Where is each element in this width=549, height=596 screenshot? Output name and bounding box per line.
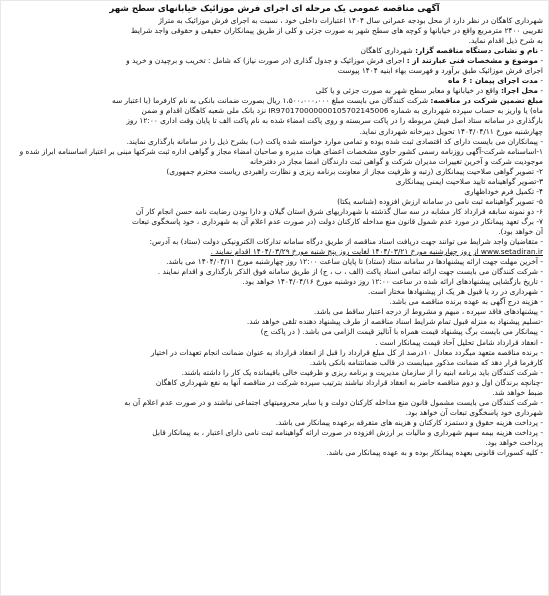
condition-line: کارفرما قرار دهد که ضمانت مذکور میبایست در قالب ضمانتنامه بانکی باشد.	[309, 357, 543, 367]
condition-line: - شرکت کنندگان باید برنامه ابنیه را از سازمان مدیریت و برنامه ریزی و ظرفیت خالی باقیمانده یک کار را داشته باشند.	[181, 367, 543, 377]
condition-line: - پیمانکار می بایست برگ پیشنهاد قیمت همراه با آنالیز قیمت الزامی می باشد. ( در پاکت ج)	[260, 327, 543, 337]
setad-portal-link[interactable]: www.setadiran.ir از روز چهارشنبه مورخ ۱۴۰۴/۰۳/۲۱ لغایت روز پنج شنبه مورخ ۱۴۰۴/۰۳/۲۹ اقدام نمایند .	[210, 247, 543, 257]
condition-line: - پیشنهادهای فاقد سپرده ، مبهم و مشروط از درجه اعتبار ساقط می باشد.	[313, 307, 543, 317]
duration-label: مدت اجرای پیمان :	[469, 76, 538, 86]
location-label: محل اجرا:	[500, 86, 538, 96]
schedule-line: - تاریخ بازگشایی پیشنهادهای ارائه شده در ساعت ۱۲:۰۰ روز دوشنبه مورخ ۱۴۰۴/۰۴/۱۶ خواهد بود.	[242, 277, 543, 287]
condition-line: - انعقاد قرارداد شامل تحلیل آحاد قیمت پیمانکار است .	[375, 337, 543, 347]
condition-line: - برنده مناقصه متعهد میگردد معادل ۱۰درصد از کل مبلغ قرارداد را قبل از انعقاد قرارداد به عنوان ضمانت انجام تعهدات در اختیار	[150, 347, 543, 357]
requirement-line: ۵- تصویر گواهینامه ثبت نامی در سامانه ارزش افزوده (شناسه یکتا)	[337, 196, 543, 206]
employer-value: شهرداری کاهگان	[360, 46, 416, 56]
condition-line: - شهرداری در رد یا قبول هر یک از پیشنهادها مختار است.	[368, 287, 543, 297]
duration-value: ۶ ماه	[448, 76, 470, 86]
duration-line: - مدت اجرای پیمان : ۶ ماه	[448, 76, 543, 86]
intro-line: تقریبی ۲۴۰۰ مترمربع واقع در خیابانها و کوچه های سطح شهر به صورت جزئی و کلی از طریق پیمانکاران حقیقی و حقوقی واجد شرایط	[130, 26, 543, 36]
guarantee-label: مبلغ تضمین شرکت در مناقصه:	[430, 96, 543, 106]
location-line: - محل اجرا: واقع در خیابانها و معابر سطح شهر به صورت جزئی و یا کلی	[315, 86, 543, 96]
condition-line: - شرکت کنندگان می بایست مشمول قانون منع مداخله کارکنان دولت و یا سایر محرومیتهای اجتماعی نباشند و در صورت عدم اعلام آن به	[124, 397, 543, 407]
guarantee-text: ماه) یا واریز به حساب سپرده شهرداری به شماره IR970170000000105702145006 نزد بانک ملی شعبه کاهگان اقدام و ضمن	[141, 106, 543, 116]
schedule-line: - متقاضیان واجد شرایط می توانند جهت دریافت اسناد مناقصه از طریق درگاه سامانه تدارکات الکترونیکی دولت (ستاد) به آدرس:	[149, 237, 543, 247]
requirement-line: ۶- دو نمونه سابقه قرارداد کار مشابه در سه سال گذشته با شهرداریهای شرق استان گیلان و دارا بودن رضایت نامه حسن انجام کار آن	[135, 206, 543, 216]
requirement-line: ۴- تکمیل فرم خوداظهاری	[464, 186, 543, 196]
requirement-line: ۲- تصویر گواهی صلاحیت پیمانکاری (رتبه و ظرفیت مجاز از معاونت برنامه ریزی و نظارت راهبردی ریاست محترم جمهوری)	[166, 166, 543, 176]
subject-label: موضوع و مشخصات فنی عبارتند از :	[406, 56, 538, 66]
schedule-line: - آخرین مهلت جهت ارائه پیشنهادها در سامانه ستاد (ستاد) تا پایان ساعت ۱۲:۰۰ روز چهارشنبه مورخ ۱۴۰۴/۰۴/۱۱ می باشد.	[166, 257, 543, 267]
condition-line: -تسلیم پیشنهاد به منزله قبول تمام شرایط اسناد مناقصه از طرف پیشنهاد دهنده تلقی خواهد شد.	[246, 317, 543, 327]
guarantee-text: چهارشنبه مورخ ۱۴۰۴/۰۴/۱۱ تحویل دبیرخانه شهرداری نماید.	[359, 126, 543, 136]
condition-line: ضبط خواهد شد.	[492, 387, 543, 397]
condition-line: - پرداخت هزینه حقوق و دستمزد کارکنان و هزینه های متفرقه برعهده پیمانکار می باشد.	[275, 417, 543, 427]
condition-line: پرداخت خواهد بود.	[485, 437, 543, 447]
condition-line: - کلیه کسورات قانونی بعهده پیمانکار بوده و به عهده پیمانکار می باشد.	[326, 448, 543, 458]
notice-title: آگهی مناقصه عمومی یک مرحله ای اجرای فرش موزائیک خیابانهای سطح شهر	[109, 4, 440, 14]
requirement-line: ۳-تصویر گواهینامه تایید صلاحیت ایمنی پیمانکاری	[395, 176, 543, 186]
employer-label: نام و نشانی دستگاه مناقصه گزار:	[415, 46, 538, 56]
guarantee-text: بارگذاری در سامانه ستاد اصل فیش مربوطه را در پاکت سربسته و روی پاکت امضاء شده به نام پاکت الف تا پایان وقت اداری ۱۲:۰۰ روز	[126, 116, 543, 126]
subject-line: - موضوع و مشخصات فنی عبارتند از : اجرای فرش موزائیک و جدول گذاری (در صورت نیاز) که شامل : تخریب و برچیدن و خرید و	[126, 56, 543, 66]
subject-text: اجرای فرش موزائیک طبق برآورد و فهرست بهاء ابنیه ۱۴۰۴ پیوست	[337, 66, 543, 76]
condition-line: - هزینه درج آگهی به عهده برنده مناقصه می باشد.	[389, 297, 543, 307]
requirement-line: آن خواهد بود).	[498, 226, 543, 236]
intro-line: شهرداری کاهگان در نظر دارد از محل بودجه عمرانی سال ۱۴۰۴ اعتبارات داخلی خود ، نسبت به اجرای فرش موزائیک به متراژ	[158, 16, 543, 25]
requirement-line: - پیمانکاران می بایست دارای کد اقتصادی ثبت شده بوده و تمامی موارد خواسته شده پاکت (ب) بشرح ذیل را در سامانه بارگذاری نمایند.	[126, 136, 543, 146]
location-value: واقع در خیابانها و معابر سطح شهر به صورت جزئی و یا کلی	[315, 86, 501, 96]
requirement-line: موجودیت شرکت و آخرین تغییرات مدیران شرکت و گواهی ثبت دارندگان امضا مجاز در دفترخانه	[250, 156, 543, 166]
subject-text: اجرای فرش موزائیک و جدول گذاری (در صورت نیاز) که شامل : تخریب و برچیدن و خرید و	[126, 56, 407, 66]
schedule-line: - شرکت کنندگان می بایست جهت ارائه تمامی اسناد پاکت (الف ، ب ، ج) از طریق سامانه فوق الذکر بارگذاری و اقدام نمایند .	[157, 267, 543, 277]
condition-line: شهرداری خود پاسخگوی تبعات آن خواهد بود.	[405, 407, 543, 417]
guarantee-text: شرکت کنندگان می بایست مبلغ ۱،۵۰۰،۰۰۰،۰۰۰ ریال بصورت ضمانت بانکی به نام کارفرما (با اعتبار سه	[112, 96, 431, 106]
condition-line: -چنانچه برندگان اول و دوم مناقصه حاضر به انعقاد قرارداد نباشند بترتیب سپرده شرکت در مناقصه آنها به نفع شهرداری کاهگان	[155, 377, 543, 387]
guarantee-line	[6, 96, 543, 106]
employer-line: - نام و نشانی دستگاه مناقصه گزار: شهرداری کاهگان	[360, 46, 543, 56]
intro-line: به شرح ذیل اقدام نماید.	[468, 36, 543, 46]
requirement-line: ۷- برگ تعهد پیمانکار در مورد عدم شمول قانون منع مداخله کارکنان دولت (در صورت عدم اعلام آن به شهرداری ، خود پاسخگوی تبعات	[132, 216, 543, 226]
requirement-line: ۱-اساسنامه شرکت-آگهی روزنامه رسمی کشور حاوی مشخصات اعضای هیات مدیره و صاحبان امضاء مجاز و گواهی اداره ثبت شرکتها مبنی بر اعتبار اساسنامه ابراز شده و	[19, 146, 543, 156]
condition-line: - پرداخت هزینه بیمه سهم شهرداری و مالیات بر ارزش افزوده در صورت ارائه گواهینامه ثبت نامی دارای اعتبار ، به پیمانکار قابل	[152, 427, 543, 437]
